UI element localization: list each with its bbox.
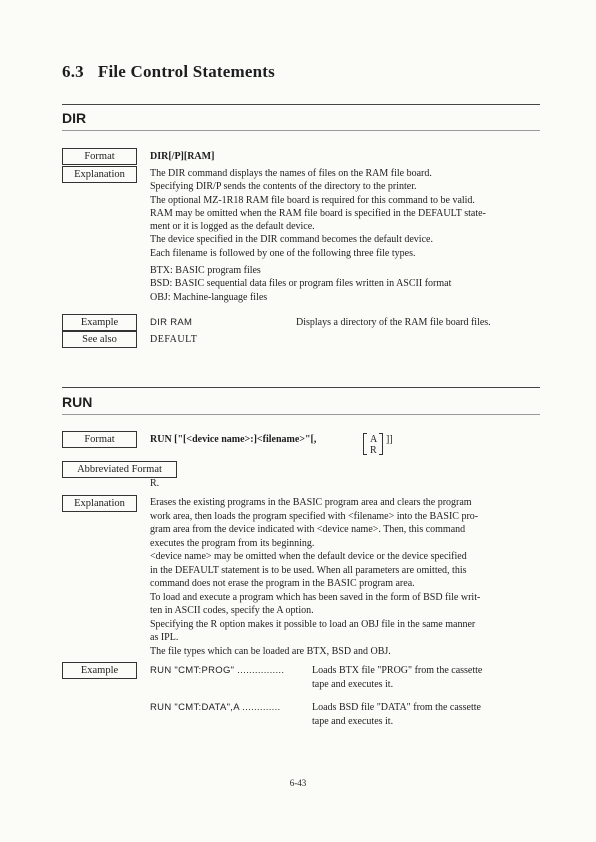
run-explanation-line: command does not erase the program in the BASIC program area.: [150, 578, 415, 589]
section-name: File Control Statements: [97, 62, 275, 81]
run-explanation-label: Explanation: [62, 495, 137, 512]
dir-explanation-line: RAM may be omitted when the RAM file board is specified in the DEFAULT state-: [150, 207, 486, 219]
run-explanation-line: executes the program from its beginning.: [150, 537, 315, 549]
dir-example-label: Example: [62, 314, 137, 331]
run-explanation-line: as IPL.: [150, 632, 179, 643]
run-heading: RUN: [62, 394, 93, 410]
run-abbreviated-label: Abbreviated Format: [62, 461, 177, 478]
dir-see-also-label: See also: [62, 331, 137, 348]
section-number: 6.3: [62, 62, 84, 81]
run-example-code: RUN "CMT:PROG" ................: [150, 665, 285, 676]
dir-bottom-rule: [62, 130, 540, 131]
dir-explanation-line: ment or it is logged as the default device.: [150, 221, 315, 233]
run-format-label: Format: [62, 431, 137, 448]
dir-explanation-line: The optional MZ-1R18 RAM file board is required for this command to be valid.: [150, 194, 475, 206]
file-type-btx: BTX: BASIC program files: [150, 265, 261, 277]
option-brace-left: [363, 433, 367, 455]
run-explanation-line: in the DEFAULT statement is to be used. When all parameters are omitted, this: [150, 564, 467, 576]
dir-explanation-line: The device specified in the DIR command becomes the default device.: [150, 234, 433, 246]
option-brace-right: [379, 433, 383, 455]
dir-example-code: DIR RAM: [150, 317, 193, 328]
dir-explanation-line: The DIR command displays the names of files on the RAM file board.: [150, 168, 432, 179]
run-example-description: tape and executes it.: [312, 679, 394, 690]
dir-format-syntax: DIR[/P][RAM]: [150, 151, 215, 162]
run-example-description: tape and executes it.: [312, 716, 394, 727]
run-format-prefix: RUN ["[<device name>:]<filename>"[,: [150, 434, 317, 445]
file-type-obj: OBJ: Machine-language files: [150, 291, 268, 303]
run-top-rule: [62, 387, 540, 388]
run-explanation-line: ten in ASCII codes, specify the A option.: [150, 605, 314, 616]
dir-example-description: Displays a directory of the RAM file board files.: [296, 317, 491, 328]
run-explanation-line: Erases the existing programs in the BASIC program area and clears the program: [150, 497, 472, 508]
run-format-syntax: [150, 433, 316, 446]
file-type-bsd: BSD: BASIC sequential data files or program files written in ASCII format: [150, 278, 452, 290]
dir-see-also-value: DEFAULT: [150, 334, 198, 345]
run-explanation: [150, 496, 540, 658]
dir-explanation-line: Specifying DIR/P sends the contents of the directory to the printer.: [150, 181, 417, 193]
dir-explanation-line: Each filename is followed by one of the following three file types.: [150, 247, 416, 259]
run-explanation-line: work area, then loads the program specified with <filename> into the BASIC pro-: [150, 510, 479, 522]
run-abbreviated-value: R.: [150, 478, 160, 489]
run-option-r: R: [370, 445, 377, 456]
run-explanation-line: The file types which can be loaded are BTX, BSD and OBJ.: [150, 645, 391, 657]
section-title: [62, 62, 275, 82]
run-explanation-line: To load and execute a program which has been saved in the form of BSD file writ-: [150, 591, 481, 603]
dir-explanation: [150, 167, 540, 304]
run-format-suffix: ]]: [386, 434, 393, 445]
run-explanation-line: <device name> may be omitted when the default device or the device specified: [150, 551, 467, 562]
run-explanation-line: Specifying the R option makes it possible to load an OBJ file in the same manner: [150, 618, 476, 630]
page-number: 6-43: [289, 778, 307, 788]
run-explanation-line: gram area from the device indicated with <device name>. Then, this command: [150, 524, 466, 535]
run-example-code: RUN "CMT:DATA",A .............: [150, 702, 281, 713]
dir-heading: DIR: [62, 110, 87, 126]
dir-top-rule: [62, 104, 540, 105]
run-bottom-rule: [62, 414, 540, 415]
run-example-description: Loads BTX file "PROG" from the cassette: [312, 665, 483, 676]
dir-format-label: Format: [62, 148, 137, 165]
run-example-description: Loads BSD file "DATA" from the cassette: [312, 702, 481, 713]
run-example-label: Example: [62, 662, 137, 679]
run-option-a: A: [370, 434, 378, 445]
dir-explanation-label: Explanation: [62, 166, 137, 183]
